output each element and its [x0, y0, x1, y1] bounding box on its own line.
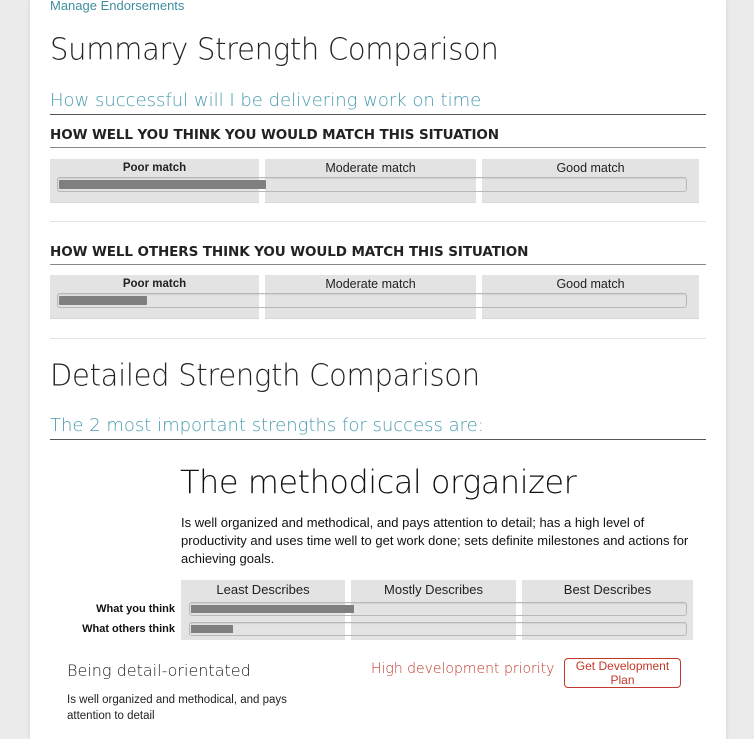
- row-label-others: What others think: [82, 623, 175, 635]
- row-label-self: What you think: [96, 603, 175, 615]
- manage-endorsements-link[interactable]: Manage Endorsements: [50, 0, 185, 13]
- detailed-title: Detailed Strength Comparison: [50, 357, 480, 393]
- match-track: [57, 177, 687, 192]
- match-track: [57, 293, 687, 308]
- section-divider: [50, 221, 706, 222]
- get-development-plan-button[interactable]: Get Development Plan: [564, 658, 681, 688]
- self-describe-fill: [191, 605, 354, 613]
- strength-description: Is well organized and methodical, and pays attention to detail; has a high level of productivity and uses time well to get work done; sets definite milestones and actions for achieving goals.: [181, 515, 689, 566]
- match-fill: [59, 296, 147, 305]
- segment-label: Least Describes: [216, 582, 310, 597]
- sub-strength-name: Being detail-orientated: [67, 661, 251, 680]
- segment-label: Good match: [556, 277, 625, 291]
- summary-title: Summary Strength Comparison: [50, 31, 499, 67]
- self-describe-track: [189, 602, 687, 616]
- match-fill: [59, 180, 266, 189]
- strength-name: The methodical organizer: [180, 463, 577, 501]
- section-divider: [50, 338, 706, 339]
- segment-label: Moderate match: [325, 161, 416, 175]
- self-match-heading: HOW WELL YOU THINK YOU WOULD MATCH THIS SITUATION: [50, 127, 706, 148]
- describe-bar: [181, 580, 693, 640]
- others-describe-fill: [191, 625, 233, 633]
- summary-subtitle: How successful will I be delivering work on time: [50, 90, 706, 115]
- self-match-bar: [50, 159, 700, 202]
- segment-label: Good match: [556, 161, 625, 175]
- main-card: [30, 0, 726, 739]
- segment-label: Mostly Describes: [384, 582, 483, 597]
- detailed-subtitle: The 2 most important strengths for success are:: [50, 415, 706, 440]
- segment-label: Poor match: [122, 278, 187, 290]
- segment-label: Best Describes: [563, 582, 652, 597]
- others-describe-track: [189, 622, 687, 636]
- sub-strength-description: Is well organized and methodical, and pays attention to detail: [67, 694, 287, 722]
- others-match-bar: [50, 275, 700, 318]
- others-match-heading: HOW WELL OTHERS THINK YOU WOULD MATCH THIS SITUATION: [50, 244, 706, 265]
- priority-label: High development priority: [371, 661, 555, 677]
- segment-label: Moderate match: [325, 277, 416, 291]
- segment-label: Poor match: [122, 162, 187, 174]
